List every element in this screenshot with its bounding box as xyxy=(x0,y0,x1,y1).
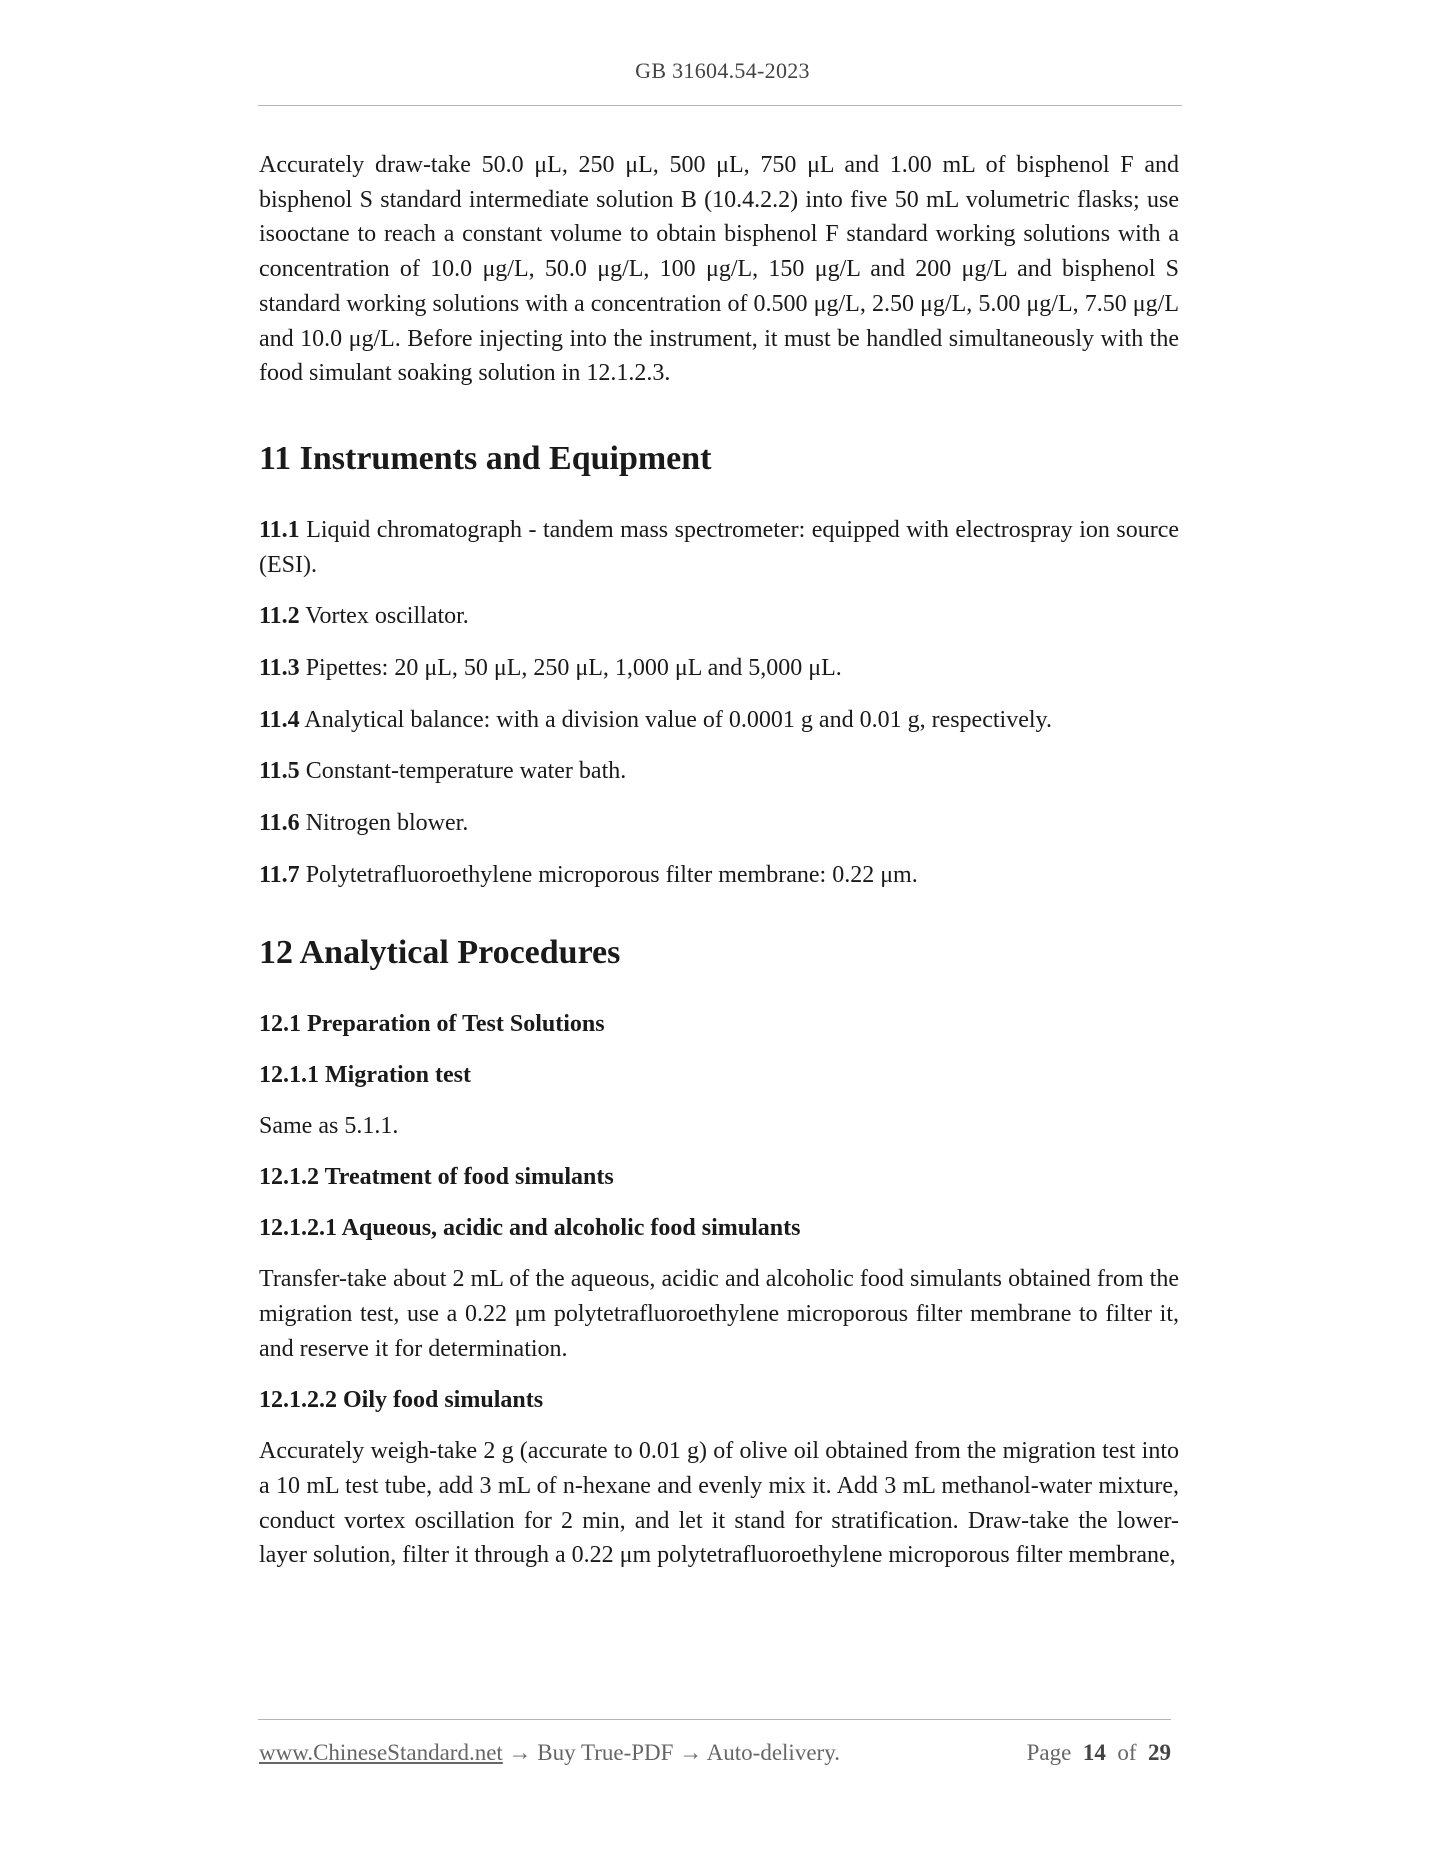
section-12-title: 12 Analytical Procedures xyxy=(259,933,621,971)
item-11-5-text: Constant-temperature water bath. xyxy=(305,758,627,785)
item-11-7 xyxy=(259,858,1179,893)
page-content xyxy=(259,148,1179,1573)
footer-site-link[interactable]: www.ChineseStandard.net xyxy=(259,1740,503,1765)
item-11-3-num: 11.3 xyxy=(259,655,300,682)
oily-simulants-text: Accurately weigh-take 2 g (accurate to 0.01 g) of olive oil obtained from the migration test into a 10 mL test tube, add 3 mL of n-hexane and evenly mix it. Add 3 mL methanol-water mixture, conduct vortex oscillation for 2 min, and let it stand for stratification. Draw-take the lower-layer solution, filter it through a 0.22 μm polytetrafluoroethylene microporous filter membrane, xyxy=(259,1438,1179,1569)
item-11-6 xyxy=(259,806,1179,841)
footer-divider xyxy=(258,1719,1171,1720)
intro-paragraph: Accurately draw-take 50.0 μL, 250 μL, 500 μL, 750 μL and 1.00 mL of bisphenol F and bisphenol S standard intermediate solution B (10.4.2.2) into five 50 mL volumetric flasks; use isooctane to reach a constant volume to obtain bisphenol F standard working solutions with a concentration of 10.0 μg/L, 50.0 μg/L, 100 μg/L, 150 μg/L and 200 μg/L and bisphenol S standard working solutions with a concentration of 0.500 μg/L, 2.50 μg/L, 5.00 μg/L, 7.50 μg/L and 10.0 μg/L. Before injecting into the instrument, it must be handled simultaneously with the food simulant soaking solution in 12.1.2.3. xyxy=(259,152,1179,387)
item-11-6-num: 11.6 xyxy=(259,810,300,837)
item-11-5-num: 11.5 xyxy=(259,758,300,785)
item-11-7-text: Polytetrafluoroethylene microporous filter membrane: 0.22 μm. xyxy=(305,861,918,888)
item-11-4-num: 11.4 xyxy=(259,706,300,733)
item-11-1-text: Liquid chromatograph - tandem mass spectrometer: equipped with electrospray ion source (ESI). xyxy=(259,516,1180,578)
item-11-6-text: Nitrogen blower. xyxy=(305,810,469,837)
item-11-2-num: 11.2 xyxy=(259,603,300,630)
migration-test-text: Same as 5.1.1. xyxy=(259,1112,399,1139)
item-11-2 xyxy=(259,599,1179,634)
subsection-12-1-2-2-title: 12.1.2.2 Oily food simulants xyxy=(259,1387,544,1414)
item-11-1 xyxy=(259,513,1179,582)
of-label: of xyxy=(1117,1740,1137,1765)
item-11-7-num: 11.7 xyxy=(259,861,300,888)
footer-buy-text: Buy True-PDF xyxy=(537,1740,674,1765)
item-11-5 xyxy=(259,754,1179,789)
header-divider xyxy=(258,105,1182,106)
page-number: 14 xyxy=(1082,1740,1106,1765)
subsection-12-1-1-title: 12.1.1 Migration test xyxy=(259,1061,471,1088)
item-11-4-text: Analytical balance: with a division value of 0.0001 g and 0.01 g, respectively. xyxy=(304,706,1052,733)
document-id-header: GB 31604.54-2023 xyxy=(635,58,810,83)
item-11-4 xyxy=(259,703,1179,738)
item-11-2-text: Vortex oscillator. xyxy=(305,603,469,630)
aqueous-simulants-text: Transfer-take about 2 mL of the aqueous, acidic and alcoholic food simulants obtained from the migration test, use a 0.22 μm polytetrafluoroethylene microporous filter membrane to filter it, and reserve it for determination. xyxy=(259,1266,1179,1362)
item-11-3 xyxy=(259,651,1179,686)
subsection-12-1-2-1-title: 12.1.2.1 Aqueous, acidic and alcoholic food simulants xyxy=(259,1215,801,1242)
page-indicator xyxy=(1027,1740,1171,1766)
page-total: 29 xyxy=(1148,1740,1171,1765)
subsection-12-1-title: 12.1 Preparation of Test Solutions xyxy=(259,1010,605,1037)
item-11-1-num: 11.1 xyxy=(259,516,300,543)
arrow-right-icon: → xyxy=(508,1740,532,1765)
page-label: Page xyxy=(1026,1740,1072,1765)
subsection-12-1-2-title: 12.1.2 Treatment of food simulants xyxy=(259,1164,614,1191)
footer-delivery-text: Auto-delivery. xyxy=(706,1740,840,1765)
arrow-right-icon: → xyxy=(679,1740,703,1765)
page-footer xyxy=(259,1740,1171,1766)
item-11-3-text: Pipettes: 20 μL, 50 μL, 250 μL, 1,000 μL and 5,000 μL. xyxy=(305,655,842,682)
section-11-title: 11 Instruments and Equipment xyxy=(259,439,712,477)
